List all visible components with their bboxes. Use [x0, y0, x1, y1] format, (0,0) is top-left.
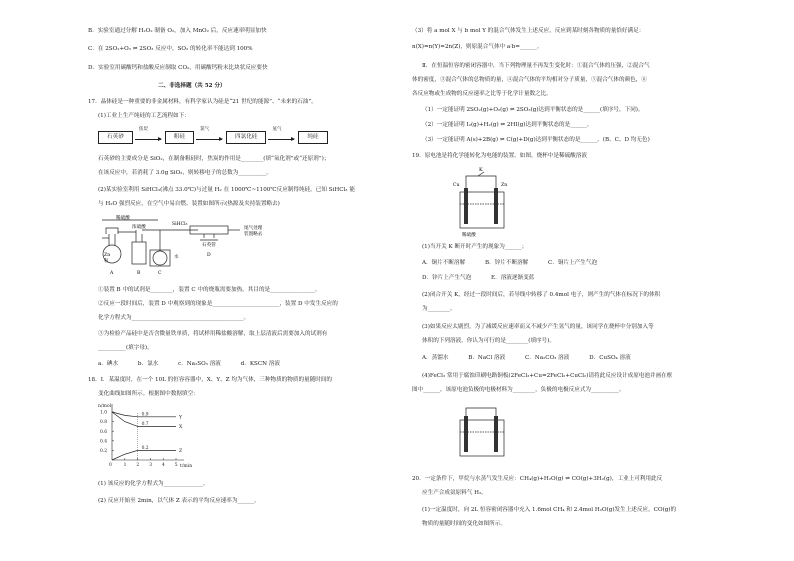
q17-text-b: 在该反应中，若消耗了 3.0g SiO₂，则转移电子的总数为__________。 [98, 170, 272, 176]
fig-label-a: A [110, 271, 114, 276]
q19-options2 [422, 275, 552, 282]
fig-conc-label: 浓硫酸 [132, 225, 146, 230]
q19-part4: (4)FeCl₃ 常用于腐蚀印刷电路铜板(2FeCl₃+Cu=2FeCl₂+CuCl₂)请将此反应设计成原电池并画在框 [422, 373, 673, 379]
series-line-z [112, 450, 176, 460]
fig-tail2-label: 装置略去 [244, 232, 263, 237]
process-flow [98, 127, 328, 144]
q17-option-d: d．KSCN 溶液 [240, 361, 280, 367]
q18-stem: 18．Ⅰ．某温度时，在一个 10L 的恒容容器中，X、Y、Z 均为气体，三种物质的物质的量随时间的 [88, 377, 333, 383]
q17-option-c: c．Na₂SO₃ 溶液 [178, 361, 221, 367]
value-label: 0.2 [141, 446, 149, 452]
q17-option-b: b．氯水 [137, 361, 159, 367]
q20-stem: 20．一定条件下，甲烷与水蒸气发生反应：CH₄(g)+H₂O(g) ⇌ CO(g)+3H₂(g)，工业上可利用此反 [412, 476, 663, 482]
cu-label: Cu [453, 183, 460, 188]
q19-option-e: E．溶液逐渐变蓝 [491, 275, 535, 281]
x-tick-label: 3 [149, 463, 152, 468]
q19-3-option-a: A．蒸馏水 [422, 355, 449, 361]
q18-ii-b: 体的密度，③混合气体的总物质的量，④混合气体的平均相对分子质量，⑤混合气体的颜色，⑥ [412, 77, 647, 83]
option-c: C．在 2SO₂+O₂ ⇌ 2SO₃ 反应中，SO₂ 的转化率不能达到 100% [88, 46, 253, 52]
x-axis-label: t/min [180, 464, 193, 469]
flow-box-sicl4: 四氯化硅 [226, 131, 266, 144]
value-label: 0.7 [141, 422, 149, 428]
q17-part1: (1)工业上生产纯硅的工艺流程如下： [98, 113, 190, 119]
y-axis-label: n/mol [98, 404, 112, 409]
q18-ii-1: （1）一定能证明 2SO₂(g)+O₂(g) ⇌ 2SO₃(g)达到平衡状态的是______(填序号，下同)。 [422, 107, 644, 113]
fig-tail-label: 尾气处理 [244, 226, 263, 231]
q17-sub1: ①装置 B 中的试剂是________，装置 C 中的烧瓶需要加热，其目的是________________。 [98, 287, 321, 293]
q19-options3 [422, 355, 649, 362]
q20-part1: (1)一定温度时，向 2L 恒容密闭容器中充入 1.6mol CH₄ 和 2.4mol H₂O(g)发生上述反应，CO(g)的 [422, 507, 677, 513]
zn-label: Zn [501, 183, 508, 188]
zinc-electrode [494, 188, 498, 224]
origin-label: 0 [109, 463, 112, 468]
q18-chart [96, 402, 206, 472]
x-tick-label: 4 [162, 463, 165, 468]
fig-acid-label: 稀硫酸 [116, 216, 130, 221]
q17-option-a: a．碘水 [98, 361, 119, 367]
series-label-y: Y [179, 415, 183, 421]
q18-stem-b: 变化曲线如图所示。根据图中数据填空： [98, 391, 199, 397]
q19-option-c: C．铜片上产生气泡 [548, 260, 598, 266]
q17-sub2: ②反应一段时间后，装置 D 中观察到的现象是________________________，装置 D 中发生反应的 [98, 301, 338, 307]
q19-3-option-b: B．NaCl 溶液 [468, 355, 506, 361]
q17-sub3: ③为检验产品硅中是否含微量铁单质，将试样用稀盐酸溶解，取上层清液后需要加入的试剂有 [98, 331, 328, 337]
q18-part3: （3）将 a mol X 与 b mol Y 的混合气体发生上述反应，反应到某时刻各物质的量恰好满足： [412, 28, 645, 34]
beaker-frame-figure [452, 404, 512, 460]
series-label-z: Z [179, 449, 183, 454]
y-tick-label: 0.8 [100, 420, 107, 426]
section-heading: 二、非选择题（共 52 分） [158, 83, 226, 89]
fig-sihcl3-label: SiHCl₃ [172, 222, 188, 227]
q19-part3b: 体积的下列溶液，你认为可行的是________(填序号)。 [422, 338, 556, 344]
right-electrode [494, 416, 498, 452]
fig-grain-label: 粒 [104, 259, 109, 264]
q18-part3b: n(X)=n(Y)=2n(Z)，则原混合气体中 a∶b=______。 [412, 44, 543, 50]
q18-ii: Ⅱ．在恒温恒容的密闭容器中，当下列物理量不再发生变化时：①混合气体的压强，②混合气 [422, 63, 650, 69]
q19-3-option-d: D．CuSO₄ 溶液 [589, 355, 631, 361]
q19-stem: 19．原电池是将化学能转化为电能的装置。如图，烧杯中是稀硫酸溶液 [412, 153, 587, 159]
flow-arrow: 氯气 [196, 133, 224, 141]
q19-part1: (1)当开关 K 断开时产生的现象为______； [422, 244, 528, 250]
switch-k-label: K [479, 167, 483, 173]
option-d: D．实验室用碳酸钙和盐酸反应制取 CO₂，用碳酸钙粉末比块状反应要快 [88, 65, 268, 71]
q19-option-d: D．锌片上产生气泡 [422, 275, 472, 281]
q17-text-a: 石英砂的主要成分是 SiO₂，在制备粗硅时，焦炭的作用是________(填“氧化剂”或“还原剂”)； [98, 156, 330, 162]
cell-figure [452, 166, 512, 238]
q17-part2: (2)某实验室利用 SiHCl₃(沸点 33.0℃)与过量 H₂ 在 1000℃~1100℃反应制得纯硅。已知 SiHCl₃ 能 [98, 187, 355, 193]
fig-tube-label: 石英管 [202, 243, 216, 248]
q19-option-b: B．锌片不断溶解 [484, 260, 529, 266]
q18-ii-c: 各反应物或生成物的反应速率之比等于化学计量数之比。 [412, 91, 552, 97]
flow-box-pure-si: 纯硅 [298, 131, 327, 144]
q19-part4b: 图中______，该原电池负极的电极材料为________，负极的电极反应式为__________。 [412, 387, 625, 393]
flow-arrow: 氢气 [268, 133, 296, 141]
q20-stem-b: 应生产合成氨原料气 H₂。 [422, 490, 487, 496]
y-tick-label: 0.6 [100, 429, 107, 435]
q17-sub3b: __________(填字母)。 [98, 345, 153, 351]
flow-box-crude-si: 粗硅 [165, 131, 194, 144]
fig-label-c: C [158, 271, 162, 276]
q18-ii-2: （2）一定能证明 I₂(g)+H₂(g) ⇌ 2HI(g)达到平衡状态的是______。 [422, 122, 593, 128]
fig-zn-label: Zn [104, 253, 111, 258]
x-tick-label: 2 [136, 463, 140, 468]
y-tick-label: 0.2 [100, 449, 107, 454]
value-label: 0.9 [141, 412, 149, 418]
q19-option-a: A．铜片不断溶解 [422, 260, 466, 266]
q19-part2: (2)闭合开关 K，经过一段时间后，若导线中转移了 0.4mol 电子，则产生的气体在标况下的体积 [422, 292, 661, 298]
q19-3-option-c: C．Na₂CO₃ 溶液 [524, 355, 570, 361]
fig-label-d: D [207, 253, 211, 258]
copper-electrode [464, 188, 468, 224]
q17-part2b: 与 H₂O 强烈反应，在空气中易自燃。装置如图所示(热源及夹持装置略去) [98, 201, 280, 207]
q20-part1b: 物质的量随时间的变化如图所示。 [422, 521, 506, 527]
q17-stem: 17．晶体硅是一种重要的非金属材料，有科学家认为硅是“21 世纪的能源”、“未来的石油”。 [88, 99, 317, 105]
fig-water-label: 水 [174, 255, 179, 260]
q19-options1 [422, 260, 615, 267]
y-tick-label: 1.0 [100, 410, 107, 416]
q17-options [98, 361, 298, 368]
q18-ii-3: （3）一定能证明 A(s)+2B(g) ⇌ C(g)+D(g)达到平衡状态的是______。(B、C、D 均无色) [422, 137, 650, 143]
x-tick-label: 5 [174, 463, 178, 468]
option-b: B．实验室通过分解 H₂O₂ 制备 O₂，加入 MnO₂ 后，反应速率明显加快 [88, 28, 267, 34]
q19-part2b: 为________。 [422, 306, 456, 312]
left-electrode [464, 416, 468, 452]
q19-part3: (3)如果反应太剧烈，为了减缓反应速率而又不减少产生氢气的量，该同学在烧杯中分别加入等 [422, 324, 654, 330]
q18-part1: (1) 该反应的化学方程式为______________。 [98, 481, 209, 487]
solution-label: 稀硫酸 [462, 233, 476, 238]
series-label-x: X [179, 425, 183, 430]
q18-part2: (2) 反应开始至 2min，以气体 Z 表示的平均反应速率为______。 [98, 498, 260, 504]
x-tick-label: 1 [123, 463, 127, 468]
q17-sub2b: 化学方程式为________________________________________。 [98, 315, 250, 321]
y-tick-label: 0.4 [100, 439, 107, 445]
fig-label-b: B [137, 271, 141, 276]
flow-arrow: 焦炭 [135, 133, 163, 141]
flow-box-quartz: 石英砂 [98, 131, 133, 144]
apparatus-figure [98, 214, 298, 276]
